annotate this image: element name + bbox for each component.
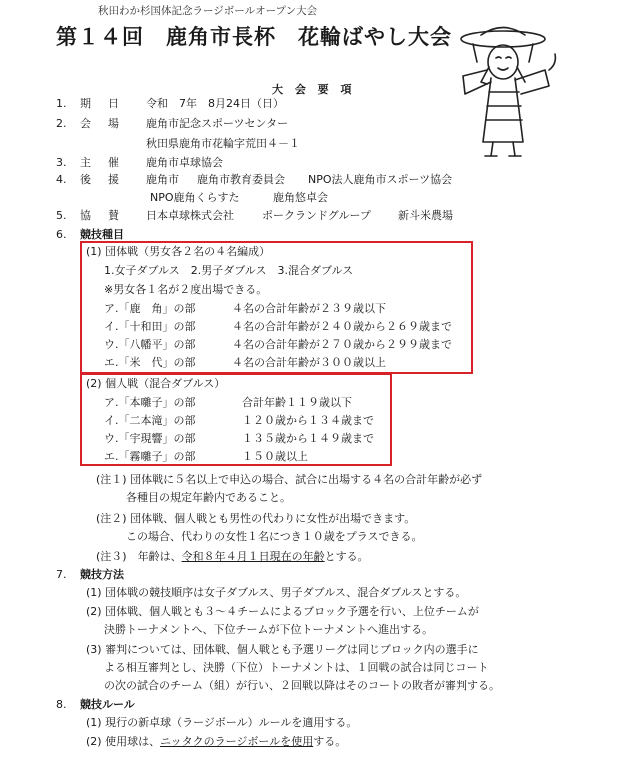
item-number: 1. bbox=[56, 97, 67, 110]
note-3-prefix: (注３) 年齢は、 bbox=[96, 550, 182, 563]
item-label-events: 競技種目 bbox=[80, 228, 124, 241]
supporter: 鹿角市 bbox=[146, 173, 179, 186]
division-condition: １３５歳から１４９歳まで bbox=[242, 432, 374, 445]
method-rule-3-line-2: よる相互審判とし、決勝（下位）トーナメントは、１回戦の試合は同じコート bbox=[104, 661, 489, 674]
item-number: 7. bbox=[56, 568, 67, 581]
supporter: 鹿角悠卓会 bbox=[273, 191, 328, 204]
item-label-date: 期 日 bbox=[80, 97, 122, 110]
note-2-line-2: この場合、代わりの女性１名につき１０歳をプラスできる。 bbox=[126, 530, 423, 543]
method-rule-2-line-1: (2) 団体戦、個人戦とも３～４チームによるブロック予選を行い、上位チームが bbox=[86, 605, 479, 618]
division-condition: ４名の合計年齢が２４０歳から２６９歳まで bbox=[232, 320, 452, 333]
division-name: ア.「鹿 角」の部 bbox=[104, 302, 196, 315]
item-number: 4. bbox=[56, 173, 67, 186]
division-condition: ４名の合計年齢が３００歳以上 bbox=[232, 356, 386, 369]
division-name: ア.「本囃子」の部 bbox=[104, 396, 196, 409]
rules-2-ball: ニッタクのラージボールを使用 bbox=[160, 735, 314, 748]
team-event-types: 1.女子ダブルス 2.男子ダブルス 3.混合ダブルス bbox=[104, 264, 354, 277]
note-3-reference-date: 令和８年４月１日現在の年齢 bbox=[181, 550, 325, 563]
item-number: 3. bbox=[56, 156, 67, 169]
sponsor: 日本卓球株式会社 bbox=[146, 209, 234, 222]
individual-event-heading: (2) 個人戦（混合ダブルス） bbox=[86, 377, 226, 390]
venue-address: 秋田県鹿角市花輪字荒田４－１ bbox=[146, 137, 300, 150]
team-event-note: ※男女各１名が２度出場できる。 bbox=[104, 283, 268, 296]
note-2-line-1: (注２) 団体戦、個人戦とも男性の代わりに女性が出場できます。 bbox=[96, 512, 416, 525]
rules-2-prefix: (2) 使用球は、 bbox=[86, 735, 161, 748]
rules-2-suffix: する。 bbox=[313, 735, 347, 748]
division-name: イ.「二本滝」の部 bbox=[104, 414, 196, 427]
method-rule-3-line-1: (3) 審判については、団体戦、個人戦とも予選リーグは同じブロック内の選手に bbox=[86, 643, 479, 656]
note-1-line-2: 各種目の規定年齢内であること。 bbox=[126, 491, 291, 504]
festival-dancer-mascot-icon bbox=[453, 22, 563, 162]
division-condition: １２０歳から１３４歳まで bbox=[242, 414, 374, 427]
method-rule-2-line-2: 決勝トーナメントへ、下位チームが下位トーナメントへ進出する。 bbox=[104, 623, 434, 636]
item-label-sponsor: 協 賛 bbox=[80, 209, 122, 222]
item-label-method: 競技方法 bbox=[80, 568, 124, 581]
section-heading: 大 会 要 項 bbox=[272, 83, 356, 96]
note-1-line-1: (注１) 団体戦に５名以上で申込の場合、試合に出場する４名の合計年齢が必ず bbox=[96, 473, 483, 486]
division-name: イ.「十和田」の部 bbox=[104, 320, 196, 333]
division-name: ウ.「八幡平」の部 bbox=[104, 338, 196, 351]
division-condition: ４名の合計年齢が２７０歳から２９９歳まで bbox=[232, 338, 452, 351]
division-condition: ４名の合計年齢が２３９歳以下 bbox=[232, 302, 386, 315]
supporter: 鹿角市教育委員会 bbox=[197, 173, 285, 186]
item-label-support: 後 援 bbox=[80, 173, 122, 186]
rules-2 bbox=[86, 735, 346, 749]
division-name: エ.「霧囃子」の部 bbox=[104, 450, 196, 463]
item-label-venue: 会 場 bbox=[80, 117, 122, 130]
item-number: 6. bbox=[56, 228, 67, 241]
venue-name: 鹿角市記念スポーツセンター bbox=[146, 117, 289, 130]
division-condition: 合計年齢１１９歳以下 bbox=[242, 396, 352, 409]
item-number: 8. bbox=[56, 698, 67, 711]
page-title: 第１４回 鹿角市長杯 花輪ばやし大会 bbox=[56, 25, 452, 49]
division-name: エ.「米 代」の部 bbox=[104, 356, 196, 369]
note-3 bbox=[96, 550, 369, 564]
item-label-organizer: 主 催 bbox=[80, 156, 122, 169]
team-event-heading: (1) 団体戦（男女各２名の４名編成） bbox=[86, 245, 271, 258]
organizer: 鹿角市卓球協会 bbox=[146, 156, 223, 169]
sponsor: ポークランドグループ bbox=[262, 209, 371, 222]
supporter: NPO鹿角くらすた bbox=[150, 191, 240, 204]
method-rule-3-line-3: の次の試合のチーム（組）が行い、２回戦以降はそのコートの敗者が審判する。 bbox=[104, 679, 500, 692]
item-number: 5. bbox=[56, 209, 67, 222]
method-rule-1: (1) 団体戦の競技順序は女子ダブルス、男子ダブルス、混合ダブルスとする。 bbox=[86, 586, 467, 599]
item-label-rules: 競技ルール bbox=[80, 698, 135, 711]
item-number: 2. bbox=[56, 117, 67, 130]
supporter: NPO法人鹿角市スポーツ協会 bbox=[308, 173, 453, 186]
rules-1: (1) 現行の新卓球（ラージボール）ルールを適用する。 bbox=[86, 716, 358, 729]
division-name: ウ.「宇現響」の部 bbox=[104, 432, 196, 445]
sponsor: 新斗米農場 bbox=[398, 209, 453, 222]
division-condition: １５０歳以上 bbox=[242, 450, 308, 463]
note-3-suffix: とする。 bbox=[324, 550, 369, 563]
event-date: 令和 7年 8月24日（日） bbox=[146, 97, 284, 110]
event-supertitle: 秋田わか杉国体記念ラージボールオープン大会 bbox=[98, 5, 318, 17]
